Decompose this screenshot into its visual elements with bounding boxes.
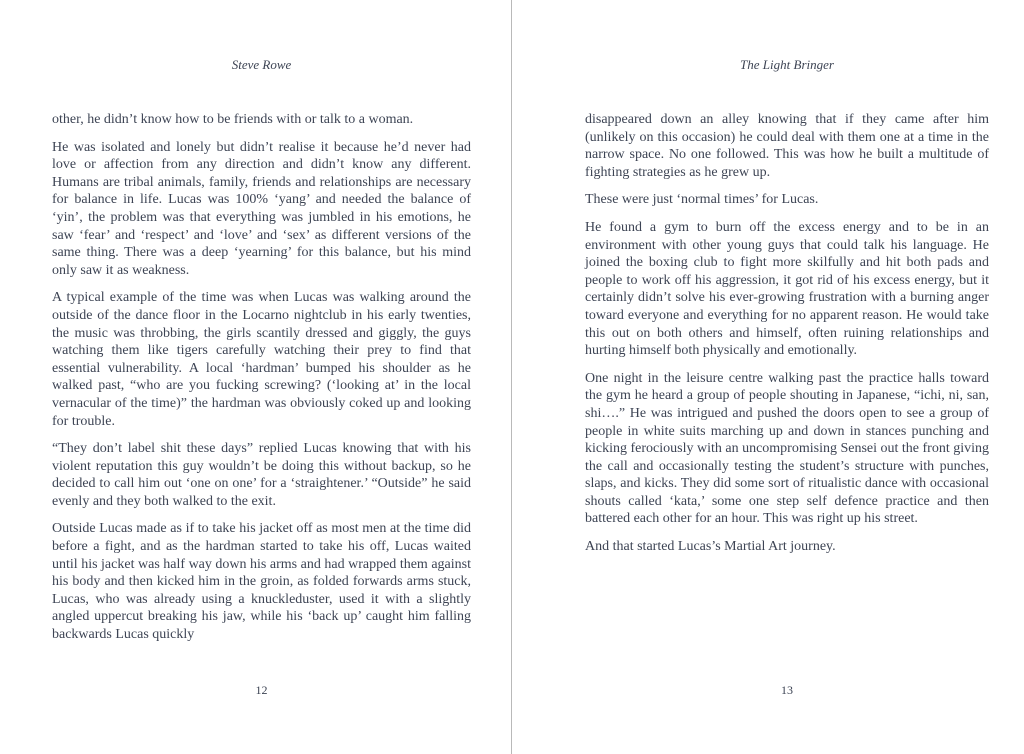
paragraph: One night in the leisure centre walking past the practice halls toward the gym he heard a group of people shouting in Japanese, “ichi, ni, san, shi….” He was intrigued and pushed the doors open to see a group of people in white suits marching up and down in stances punching and kicking ferociously with an uncompromising Sensei out the front giving the call and occasionally testing the student’s structure with punches, slaps, and kicks. They did some sort of ritualistic dance with occasional shouts called ‘kata,’ some one step self defence practice and then battered each other for an hour. This was right up his street. bbox=[585, 370, 989, 527]
paragraph: A typical example of the time was when Lucas was walking around the outside of the dance floor in the Locarno nightclub in his early twenties, the music was throbbing, the girls scantily dressed and giggly, the guys watching them like tigers carefully watching their prey to find that essential vulnerability. A local ‘hardman’ bumped his shoulder as he walked past, “who are you fucking screwing? (‘looking at’ in the local vernacular of the time)” the hardman was obviously coked up and looking for trouble. bbox=[52, 290, 471, 429]
paragraph: other, he didn’t know how to be friends with or talk to a woman. bbox=[52, 112, 414, 127]
page-left-body bbox=[52, 111, 471, 654]
paragraph: He was isolated and lonely but didn’t realise it because he’d never had love or affection from any direction and didn’t know any different. Humans are tribal animals, family, friends and relationships are necessary for balance in life. Lucas was 100% ‘yang’ and needed the balance of ‘yin’, the problem was that everything was jumbled in his emotions, he saw ‘fear’ and ‘respect’ and ‘love’ and ‘sex’ as different versions of the same thing. There was a deep ‘yearning’ for this balance, but his mind only saw it as weakness. bbox=[52, 139, 471, 278]
page-right-body bbox=[585, 111, 989, 566]
paragraph: And that started Lucas’s Martial Art journey. bbox=[585, 539, 836, 555]
paragraph: He found a gym to burn off the excess energy and to be in an environment with other young guys that could talk his language. He joined the boxing club to fight more skilfully and hit both pads and people to work off his aggression, it got rid of his excess energy, but it certainly didn’t solve his ever-growing frustration with a burning anger toward everyone and everything for no apparent reason. He would take this out on both others and himself, often ruining relationships and hurting himself both physically and emotionally. bbox=[585, 219, 989, 359]
paragraph: “They don’t label shit these days” replied Lucas knowing that with his violent reputation this guy wouldn’t be doing this without backup, so he decided to call him out ‘one on one’ for a ‘straightener.’ “Outside” he said evenly and they both walked to the exit. bbox=[52, 441, 471, 509]
running-header-author: Steve Rowe bbox=[231, 57, 292, 72]
page-number-left: 12 bbox=[255, 683, 268, 697]
paragraph: Outside Lucas made as if to take his jacket off as most men at the time did before a fight, and as the hardman started to take his off, Lucas waited until his jacket was half way down his arms and had wrapped them against his body and then kicked him in the groin, as folded forwards arms stuck, Lucas, who was already using a knuckleduster, used it with a slightly angled uppercut breaking his jaw, while his ‘back up’ caught him falling backwards Lucas quickly bbox=[52, 521, 471, 643]
running-header-title: The Light Bringer bbox=[740, 57, 834, 72]
paragraph: disappeared down an alley knowing that if they came after him (unlikely on this occasion) he could deal with them one at a time in the narrow space. No one followed. This was how he built a multitude of fighting strategies as he grew up. bbox=[585, 112, 989, 180]
paragraph: These were just ‘normal times’ for Lucas. bbox=[585, 192, 819, 208]
page-right bbox=[512, 0, 1024, 754]
page-number-right: 13 bbox=[781, 683, 793, 697]
